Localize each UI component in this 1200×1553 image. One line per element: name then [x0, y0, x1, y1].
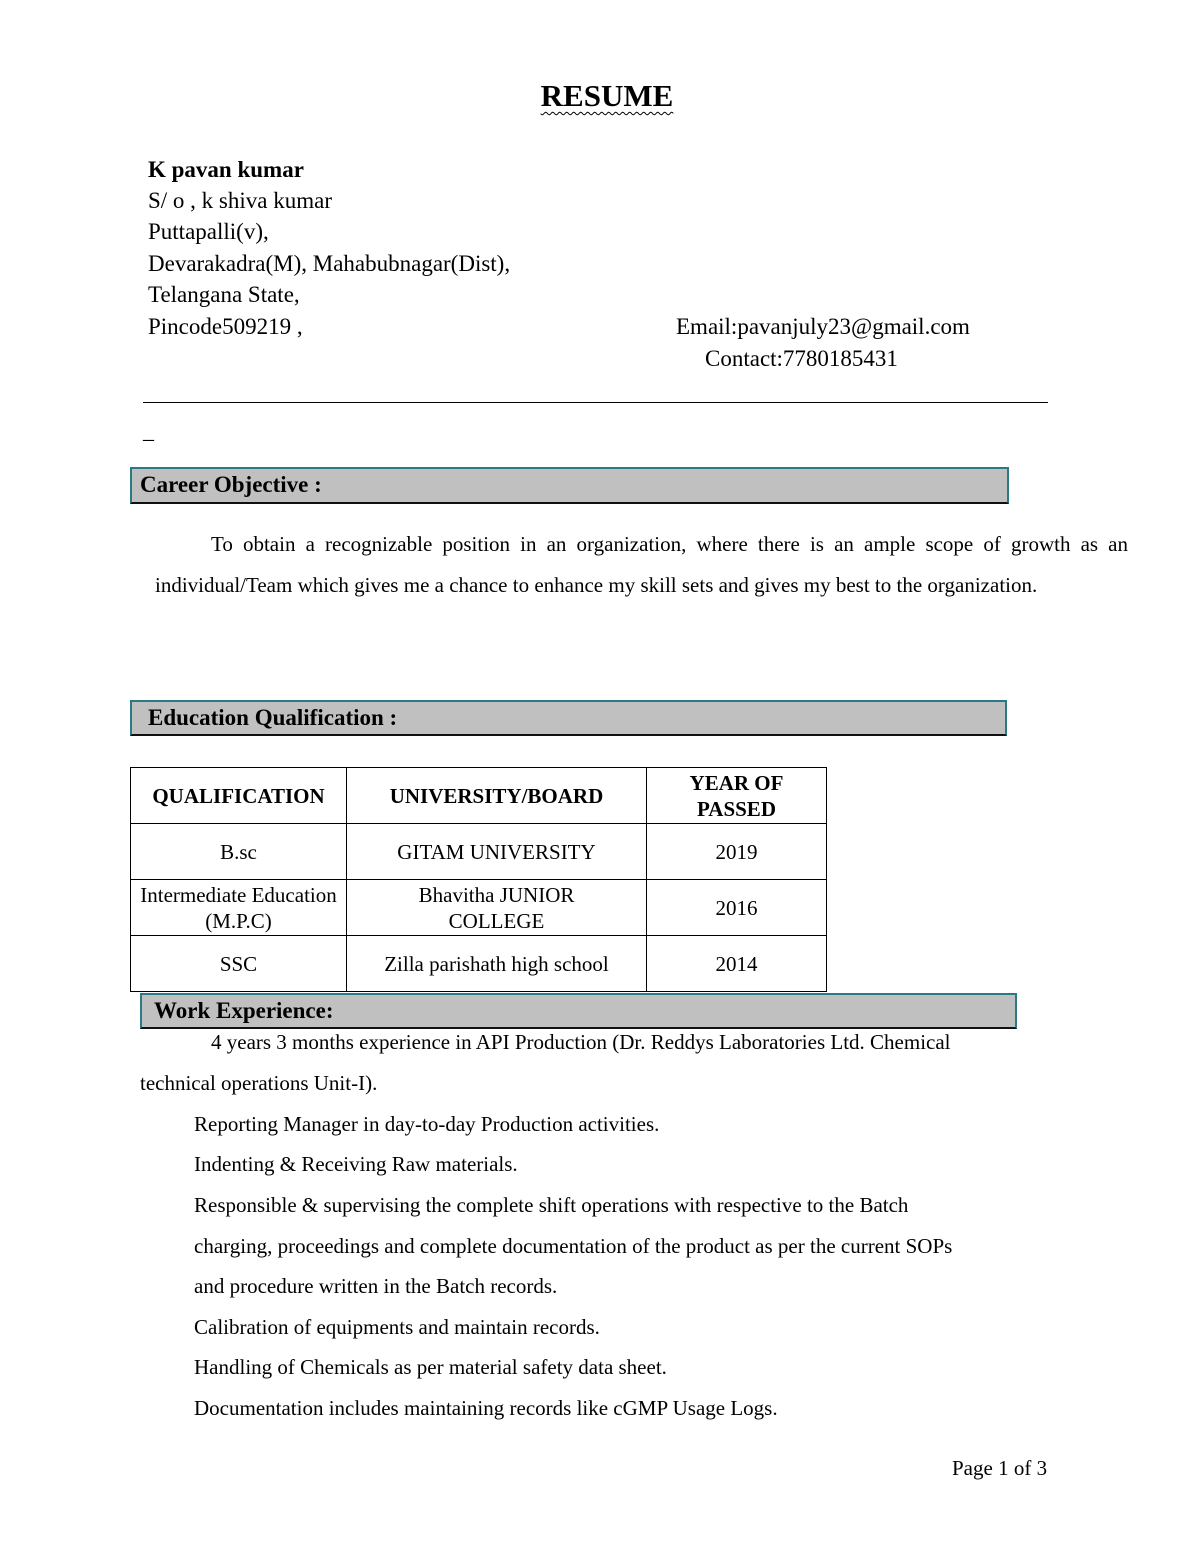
- work-duty-line: Indenting & Receiving Raw materials.: [194, 1152, 518, 1176]
- table-row: [131, 824, 827, 880]
- pincode-line: Pincode509219 ,: [148, 314, 303, 339]
- work-experience-heading: Work Experience:: [140, 993, 1017, 1029]
- village-line: Puttapalli(v),: [148, 219, 269, 244]
- table-cell: Zilla parishath high school: [347, 936, 647, 992]
- work-duty-line: Calibration of equipments and maintain records.: [194, 1315, 600, 1339]
- resume-title: RESUME: [540, 78, 674, 113]
- table-cell: B.sc: [131, 824, 347, 880]
- table-cell: 2019: [647, 824, 827, 880]
- education-heading: Education Qualification :: [130, 700, 1007, 736]
- column-header: UNIVERSITY/BOARD: [347, 768, 647, 824]
- work-duty-line: Reporting Manager in day-to-day Production activities.: [194, 1112, 660, 1136]
- work-summary-line: 4 years 3 months experience in API Production (Dr. Reddys Laboratories Ltd. Chemical: [211, 1030, 951, 1054]
- table-cell: 2016: [647, 880, 827, 936]
- table-row: [131, 880, 827, 936]
- header-divider: [143, 402, 1048, 403]
- table-header-row: [131, 768, 827, 824]
- table-cell: 2014: [647, 936, 827, 992]
- education-table: [130, 767, 827, 992]
- column-header: QUALIFICATION: [131, 768, 347, 824]
- column-header: YEAR OF PASSED: [647, 768, 827, 824]
- work-duty-line: Documentation includes maintaining records like cGMP Usage Logs.: [194, 1396, 778, 1420]
- table-cell: Bhavitha JUNIOR COLLEGE: [347, 880, 647, 936]
- relation-line: S/ o , k shiva kumar: [148, 188, 332, 213]
- phone-text: Contact:7780185431: [705, 346, 898, 371]
- work-duty-line: and procedure written in the Batch records.: [194, 1274, 558, 1298]
- work-summary-line: technical operations Unit-I).: [140, 1071, 378, 1095]
- mandal-district-line: Devarakadra(M), Mahabubnagar(Dist),: [148, 251, 511, 276]
- table-cell: Intermediate Education (M.P.C): [131, 880, 347, 936]
- table-cell: GITAM UNIVERSITY: [347, 824, 647, 880]
- work-duty-line: Responsible & supervising the complete shift operations with respective to the Batch: [194, 1193, 909, 1217]
- career-objective-heading: Career Objective :: [130, 467, 1009, 504]
- email-text: Email:pavanjuly23@gmail.com: [676, 314, 970, 339]
- divider-mark: _: [143, 418, 154, 443]
- work-duty-line: charging, proceedings and complete documentation of the product as per the current SOPs: [194, 1234, 953, 1258]
- table-row: [131, 936, 827, 992]
- table-cell: SSC: [131, 936, 347, 992]
- career-objective-text: To obtain a recognizable position in an organization, where there is an ample scope of growth as an individual/Team which gives me a chance to enhance my skill sets and gives my best to the organization.: [155, 532, 1128, 597]
- page-number: Page 1 of 3: [952, 1456, 1048, 1480]
- state-line: Telangana State,: [148, 282, 300, 307]
- candidate-name: K pavan kumar: [148, 157, 304, 182]
- work-duty-line: Handling of Chemicals as per material safety data sheet.: [194, 1355, 667, 1379]
